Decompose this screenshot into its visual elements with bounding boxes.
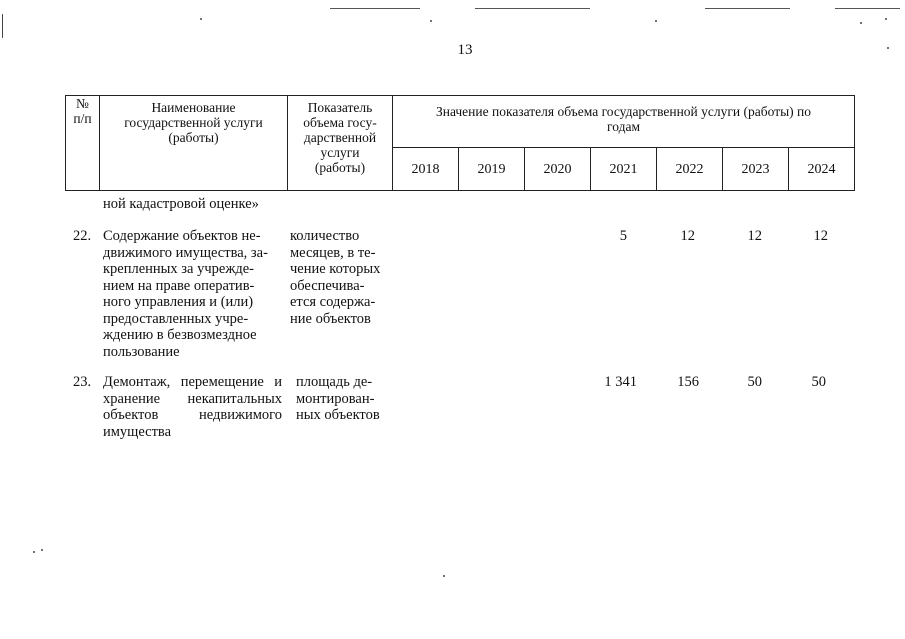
col-header-number: № п/п (66, 96, 100, 191)
value-2024: 50 (811, 374, 826, 390)
scan-artifact-line (475, 8, 590, 9)
scan-artifact-line (835, 8, 900, 9)
scan-speck (430, 20, 432, 22)
scan-speck (443, 575, 445, 577)
col-header-name: Наименование государственной услуги (работы) (100, 96, 288, 191)
service-name: Содержание объектов не- движимого имущества, за- крепленных за учрежде- нием на праве оператив- ного управления и (или) предоставленных учре- ждению в безвозмездное пользование (103, 228, 268, 360)
table-header (65, 95, 855, 191)
year-header: 2018 (393, 148, 459, 191)
continuation-text: ной кадастровой оценке» (103, 196, 259, 212)
scan-artifact-line (330, 8, 420, 9)
year-header: 2021 (591, 148, 657, 191)
value-2021: 1 341 (604, 374, 637, 390)
year-header: 2023 (723, 148, 789, 191)
indicator-name: количество месяцев, в те- чение которых обеспечива- ется содержа- ние объектов (290, 228, 381, 327)
scan-speck (41, 549, 43, 551)
value-2023: 12 (747, 228, 762, 244)
scan-artifact-line (705, 8, 790, 9)
value-2023: 50 (747, 374, 762, 390)
col-header-indicator: Показатель объема госу- дарственной услуги (работы) (288, 96, 393, 191)
scan-speck (2, 14, 3, 38)
scan-speck (860, 22, 862, 24)
year-header: 2022 (657, 148, 723, 191)
scan-speck (33, 551, 35, 553)
year-header: 2019 (459, 148, 525, 191)
page-number: 13 (457, 42, 473, 58)
scan-speck (655, 20, 657, 22)
col-header-values: Значение показателя объема государственной услуги (работы) по годам (393, 96, 855, 148)
scan-speck (885, 18, 887, 20)
scan-speck (200, 18, 202, 20)
indicator-name: площадь де- монтирован- ных объектов (296, 374, 380, 423)
value-2024: 12 (813, 228, 828, 244)
year-header: 2020 (525, 148, 591, 191)
row-number: 22. (73, 228, 92, 244)
value-2022: 156 (677, 374, 699, 390)
row-number: 23. (73, 374, 92, 390)
year-header: 2024 (789, 148, 855, 191)
value-2022: 12 (680, 228, 695, 244)
value-2021: 5 (619, 228, 627, 244)
service-name: Демонтаж, перемещение и хранение некапитальных объектов недвижимого имущества (103, 374, 282, 440)
